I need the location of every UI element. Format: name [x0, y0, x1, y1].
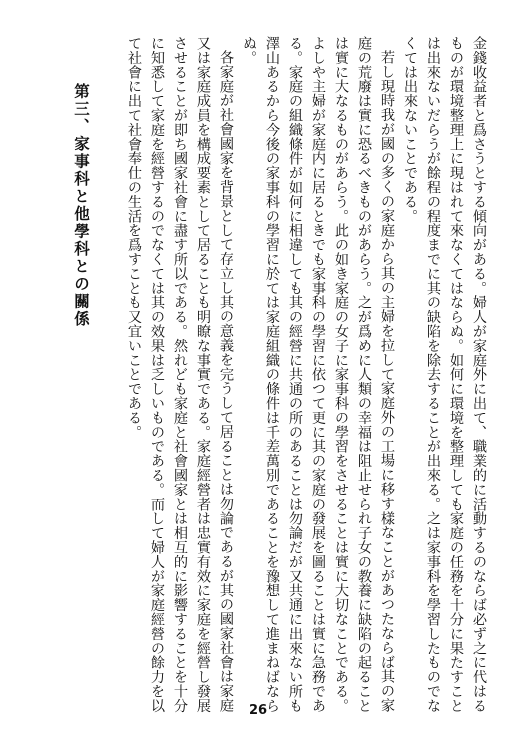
paragraph-continued: 金錢收益者と爲さうとする傾向がある。婦人が家庭外に出て、職業的に活動するのならば必ず之に代はるものが環境整理上に現はれて來なくてはならぬ。如何に環境を整理しても家庭の任務を十分に果たすことは出來ないだらうが餘程の程度までに其の缺陷を除去することが出來る。之は家事科を學習したものでなくては出來ないことである。 [402, 36, 487, 713]
page-number: 26 [248, 703, 268, 718]
paragraph-household-desolation: 若し現時我が國の多くの家庭から其の主婦を拉して家庭外の工場に移す樣なことがあつたならば其の家庭の荒廢は實に恐るべきものがあらう。之が爲めに人類の幸福は阻止せられ子女の教養に缺陷の起ることは實に大なるものがあらう。此の如き家庭の女子に家事科の學習をさせることは實に大切なことである。よしや主婦が家庭内に居るときでも家事科の學習に依つて更に其の家庭の發展を圖ることは實に急務である。家庭の組織條件が如何に相違しても其の經營に共通の所のあることは勿論だが又共通に出來ない所も澤山あるから今後の家事科の學習に於ては家庭組織の條件は千差萬別であることを豫想して進まねばならぬ。 [241, 36, 395, 713]
section-heading: 第三、家事科と他學科との關係 [72, 82, 90, 328]
body-text-column [39, 36, 490, 716]
paragraph-family-and-society: 各家庭が社會國家を背景として存立し其の意義を完うして居ることは勿論であるが其の國家社會は家庭又は家庭成員を構成要素として居ることも明瞭な事實である。家庭經營者は忠實有效に家庭を經營し發展させることが即ち國家社會に盡す所以である。然れども家庭と社會國家とは相互的に影響することを十分に知悉して家庭を經營するのでなくては其の效果は乏しいものである。而して婦人が家庭經營の餘力を以て社會に出て社會奉仕の生活を爲すことも又宜いことである。 [126, 36, 234, 713]
